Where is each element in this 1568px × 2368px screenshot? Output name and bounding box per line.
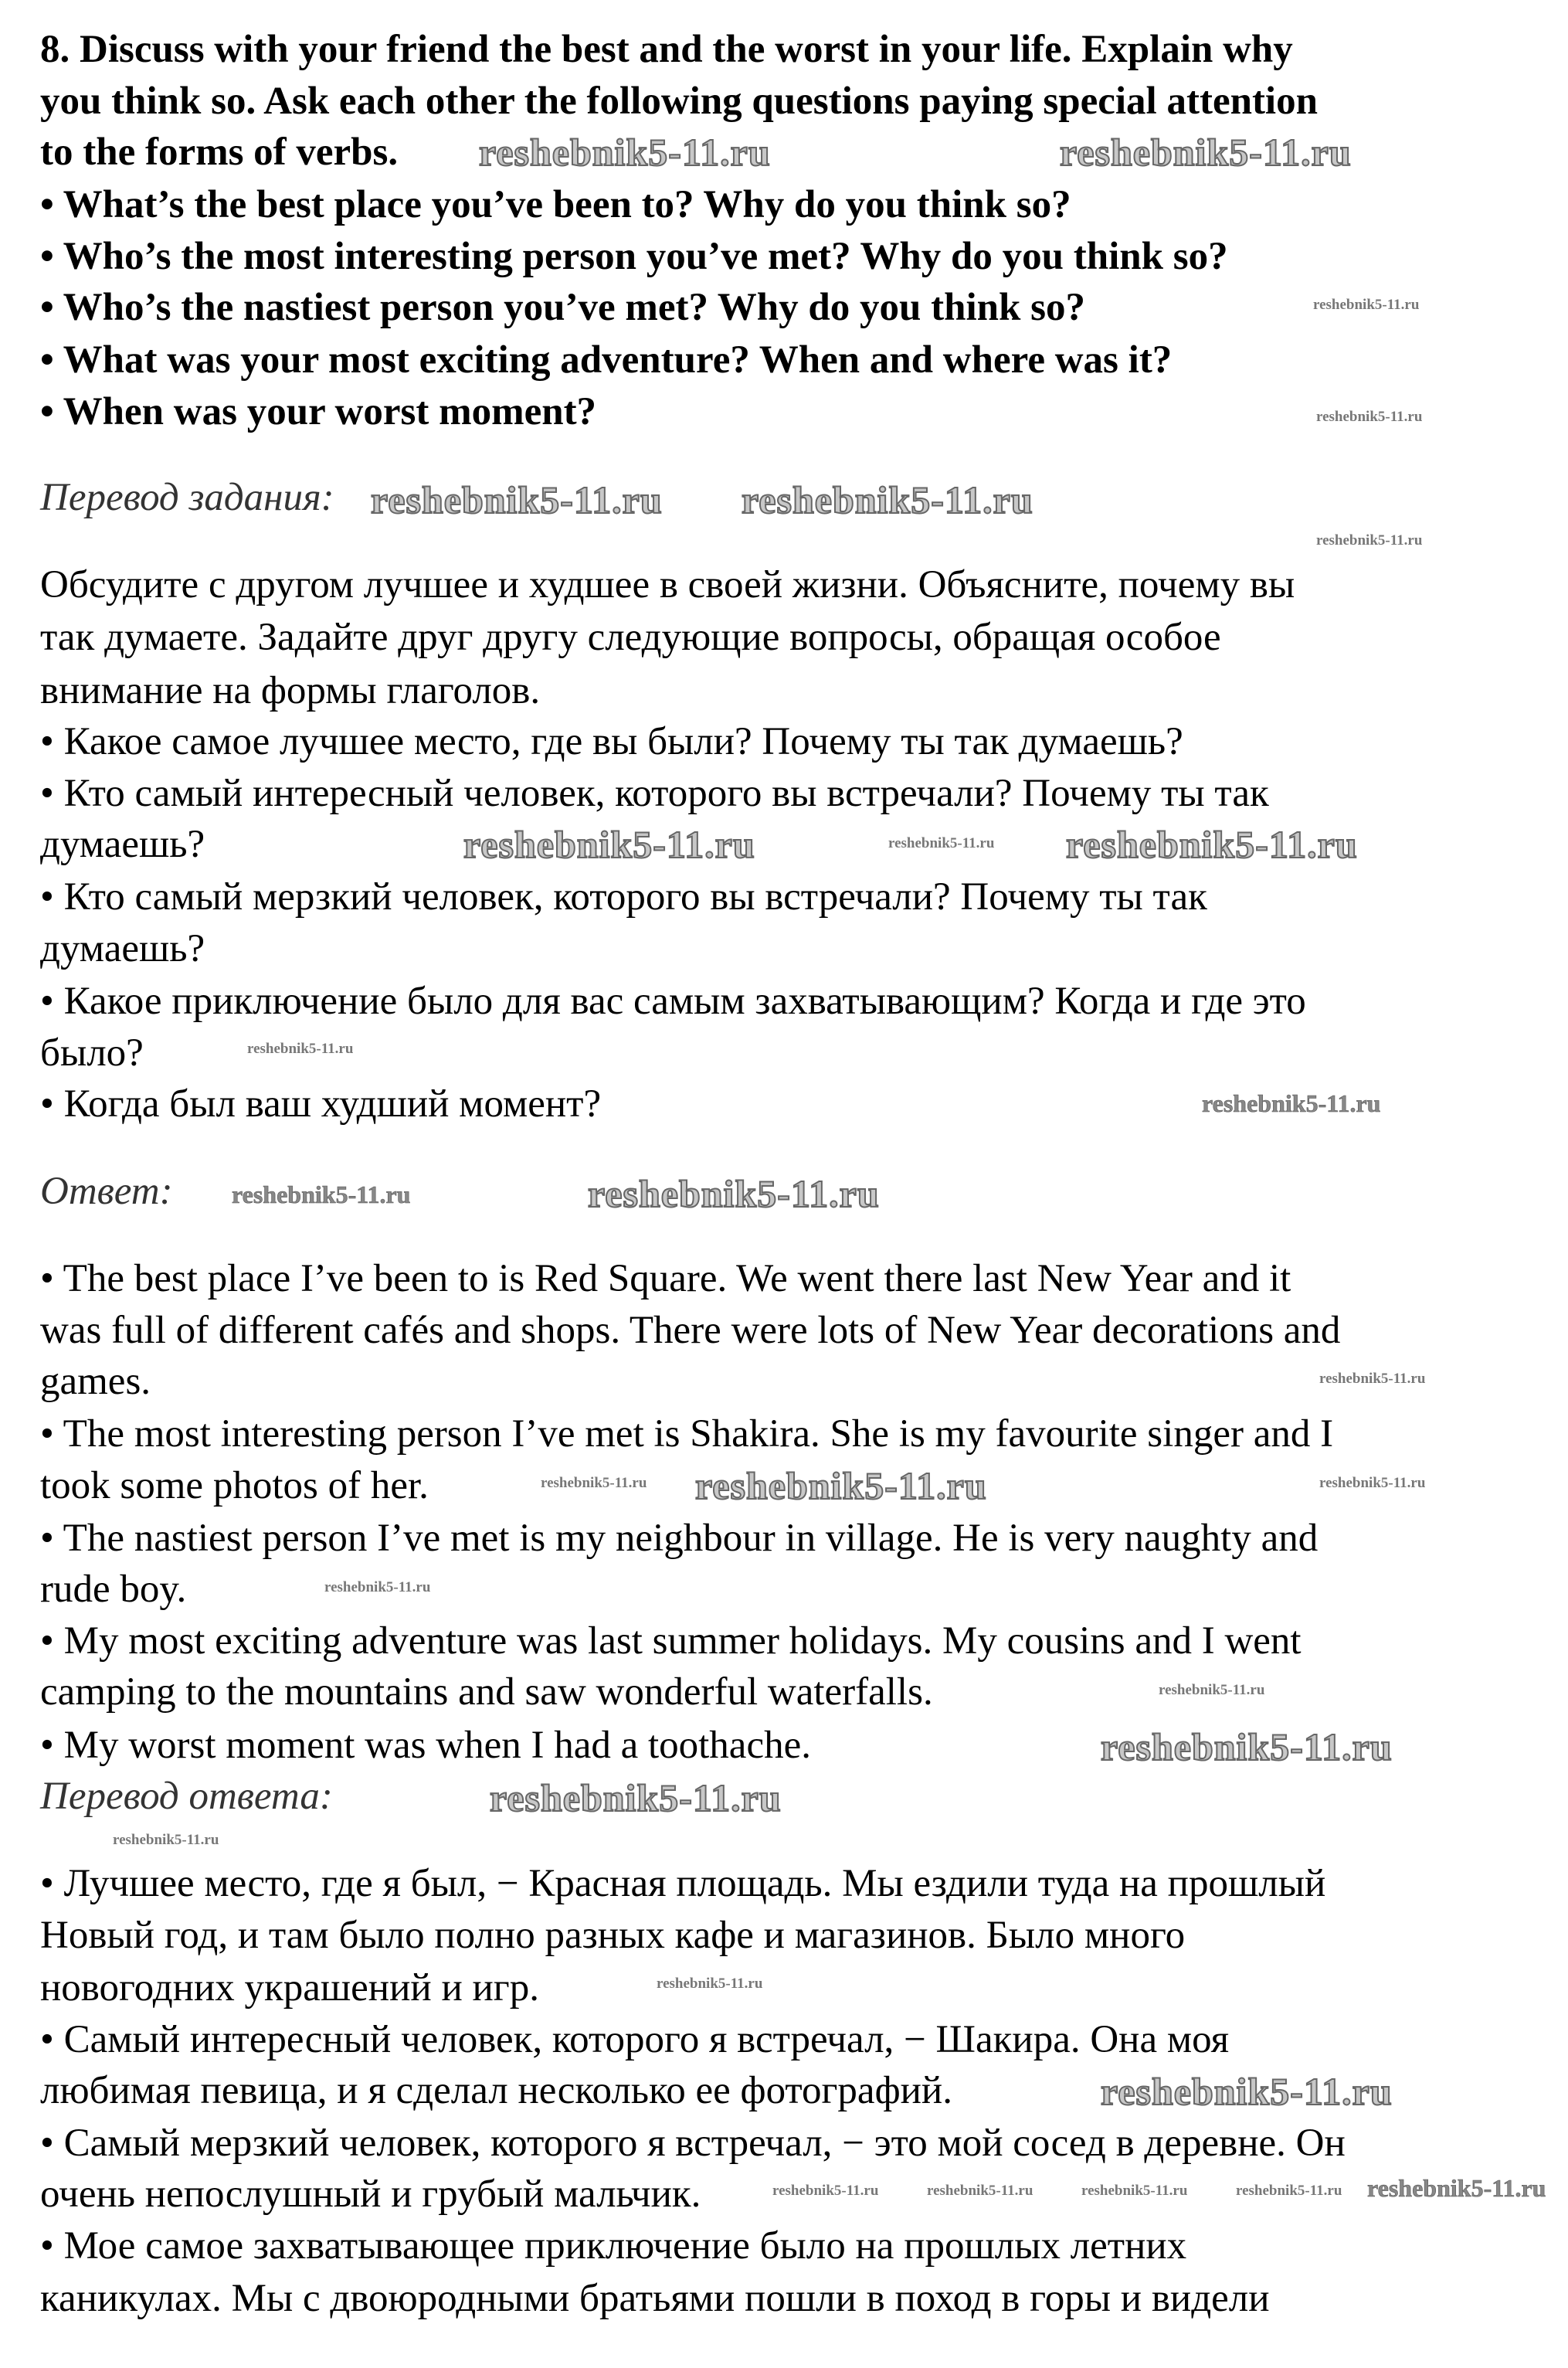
watermark: reshebnik5-11.ru — [1101, 2070, 1393, 2113]
answer-translation-line: • Самый интересный человек, которого я встречал, − Шакира. Она моя — [40, 2018, 1230, 2061]
watermark: reshebnik5-11.ru — [1367, 2174, 1546, 2202]
watermark: reshebnik5-11.ru — [541, 1475, 647, 1491]
translation-line: так думаете. Задайте друг другу следующие вопросы, обращая особое — [40, 616, 1221, 659]
watermark: reshebnik5-11.ru — [1066, 823, 1358, 866]
translation-line: • Кто самый интересный человек, которого вы встречали? Почему ты так — [40, 772, 1269, 815]
translation-line: Обсудите с другом лучшее и худшее в своей жизни. Объясните, почему вы — [40, 563, 1295, 606]
answer-line: • My worst moment was when I had a toothache. — [40, 1724, 811, 1767]
watermark: reshebnik5-11.ru — [772, 2183, 879, 2199]
translation-label: Перевод задания: — [40, 476, 334, 519]
answer-translation-line: • Мое самое захватывающее приключение было на прошлых летних — [40, 2224, 1187, 2268]
translation-line: • Какое самое лучшее место, где вы были? Почему ты так думаешь? — [40, 720, 1183, 763]
translation-line: • Когда был ваш худший момент? — [40, 1082, 602, 1126]
translation-line: думаешь? — [40, 823, 205, 866]
watermark: reshebnik5-11.ru — [1319, 1371, 1426, 1387]
watermark: reshebnik5-11.ru — [1159, 1682, 1265, 1698]
task-question: • Who’s the nastiest person you’ve met? Why do you think so? — [40, 286, 1085, 329]
answer-line: was full of different cafés and shops. There were lots of New Year decorations and — [40, 1309, 1341, 1352]
watermark: reshebnik5-11.ru — [371, 478, 663, 522]
answer-line: • The nastiest person I’ve met is my neighbour in village. He is very naughty and — [40, 1517, 1319, 1560]
task-question: • What’s the best place you’ve been to? Why do you think so? — [40, 183, 1071, 226]
answer-translation-label: Перевод ответа: — [40, 1775, 333, 1818]
translation-line: • Какое приключение было для вас самым захватывающим? Когда и где это — [40, 980, 1306, 1023]
task-question: • What was your most exciting adventure? When and where was it? — [40, 338, 1173, 382]
watermark: reshebnik5-11.ru — [1316, 409, 1423, 425]
watermark: reshebnik5-11.ru — [1316, 532, 1423, 549]
watermark: reshebnik5-11.ru — [742, 478, 1033, 522]
watermark: reshebnik5-11.ru — [657, 1976, 763, 1992]
answer-translation-line: • Лучшее место, где я был, − Красная площадь. Мы ездили туда на прошлый — [40, 1862, 1326, 1905]
watermark: reshebnik5-11.ru — [232, 1181, 411, 1208]
answer-line: took some photos of her. — [40, 1464, 429, 1507]
answer-line: • The best place I’ve been to is Red Square. We went there last New Year and it — [40, 1257, 1291, 1300]
translation-line: думаешь? — [40, 927, 205, 970]
answer-translation-line: каникулах. Мы с двоюродными братьями пошли в поход в горы и видели — [40, 2277, 1270, 2320]
answer-line: • The most interesting person I’ve met is Shakira. She is my favourite singer and I — [40, 1412, 1334, 1456]
answer-translation-line: очень непослушный и грубый мальчик. — [40, 2173, 701, 2216]
watermark: reshebnik5-11.ru — [1313, 297, 1420, 313]
watermark: reshebnik5-11.ru — [490, 1776, 782, 1819]
watermark: reshebnik5-11.ru — [927, 2183, 1033, 2199]
watermark: reshebnik5-11.ru — [113, 1832, 219, 1848]
watermark: reshebnik5-11.ru — [463, 823, 755, 866]
answer-translation-line: новогодних украшений и игр. — [40, 1966, 539, 2010]
watermark: reshebnik5-11.ru — [1060, 131, 1352, 174]
watermark: reshebnik5-11.ru — [588, 1172, 880, 1215]
watermark: reshebnik5-11.ru — [1081, 2183, 1188, 2199]
task-question: • Who’s the most interesting person you’ve met? Why do you think so? — [40, 235, 1228, 278]
task-question: • When was your worst moment? — [40, 390, 597, 433]
translation-line: внимание на формы глаголов. — [40, 669, 541, 712]
watermark: reshebnik5-11.ru — [1236, 2183, 1342, 2199]
answer-line: games. — [40, 1360, 151, 1403]
answer-translation-line: Новый год, и там было полно разных кафе и магазинов. Было много — [40, 1914, 1186, 1957]
task-title-line: to the forms of verbs. — [40, 131, 399, 174]
watermark: reshebnik5-11.ru — [1319, 1475, 1426, 1491]
translation-line: было? — [40, 1031, 144, 1075]
answer-label: Ответ: — [40, 1170, 173, 1213]
watermark: reshebnik5-11.ru — [1202, 1089, 1381, 1117]
answer-line: • My most exciting adventure was last summer holidays. My cousins and I went — [40, 1619, 1302, 1663]
watermark: reshebnik5-11.ru — [1101, 1725, 1393, 1768]
answer-line: camping to the mountains and saw wonderful waterfalls. — [40, 1670, 933, 1714]
watermark: reshebnik5-11.ru — [695, 1464, 987, 1507]
answer-line: rude boy. — [40, 1568, 187, 1611]
answer-translation-line: • Самый мерзкий человек, которого я встречал, − это мой сосед в деревне. Он — [40, 2122, 1346, 2165]
watermark: reshebnik5-11.ru — [247, 1041, 354, 1057]
translation-line: • Кто самый мерзкий человек, которого вы встречали? Почему ты так — [40, 875, 1207, 919]
task-title-line: 8. Discuss with your friend the best and the worst in your life. Explain why — [40, 28, 1293, 71]
answer-translation-line: любимая певица, и я сделал несколько ее фотографий. — [40, 2069, 952, 2112]
watermark: reshebnik5-11.ru — [888, 835, 995, 851]
watermark: reshebnik5-11.ru — [479, 131, 771, 174]
task-title-line: you think so. Ask each other the following questions paying special attention — [40, 80, 1318, 123]
watermark: reshebnik5-11.ru — [324, 1579, 431, 1595]
